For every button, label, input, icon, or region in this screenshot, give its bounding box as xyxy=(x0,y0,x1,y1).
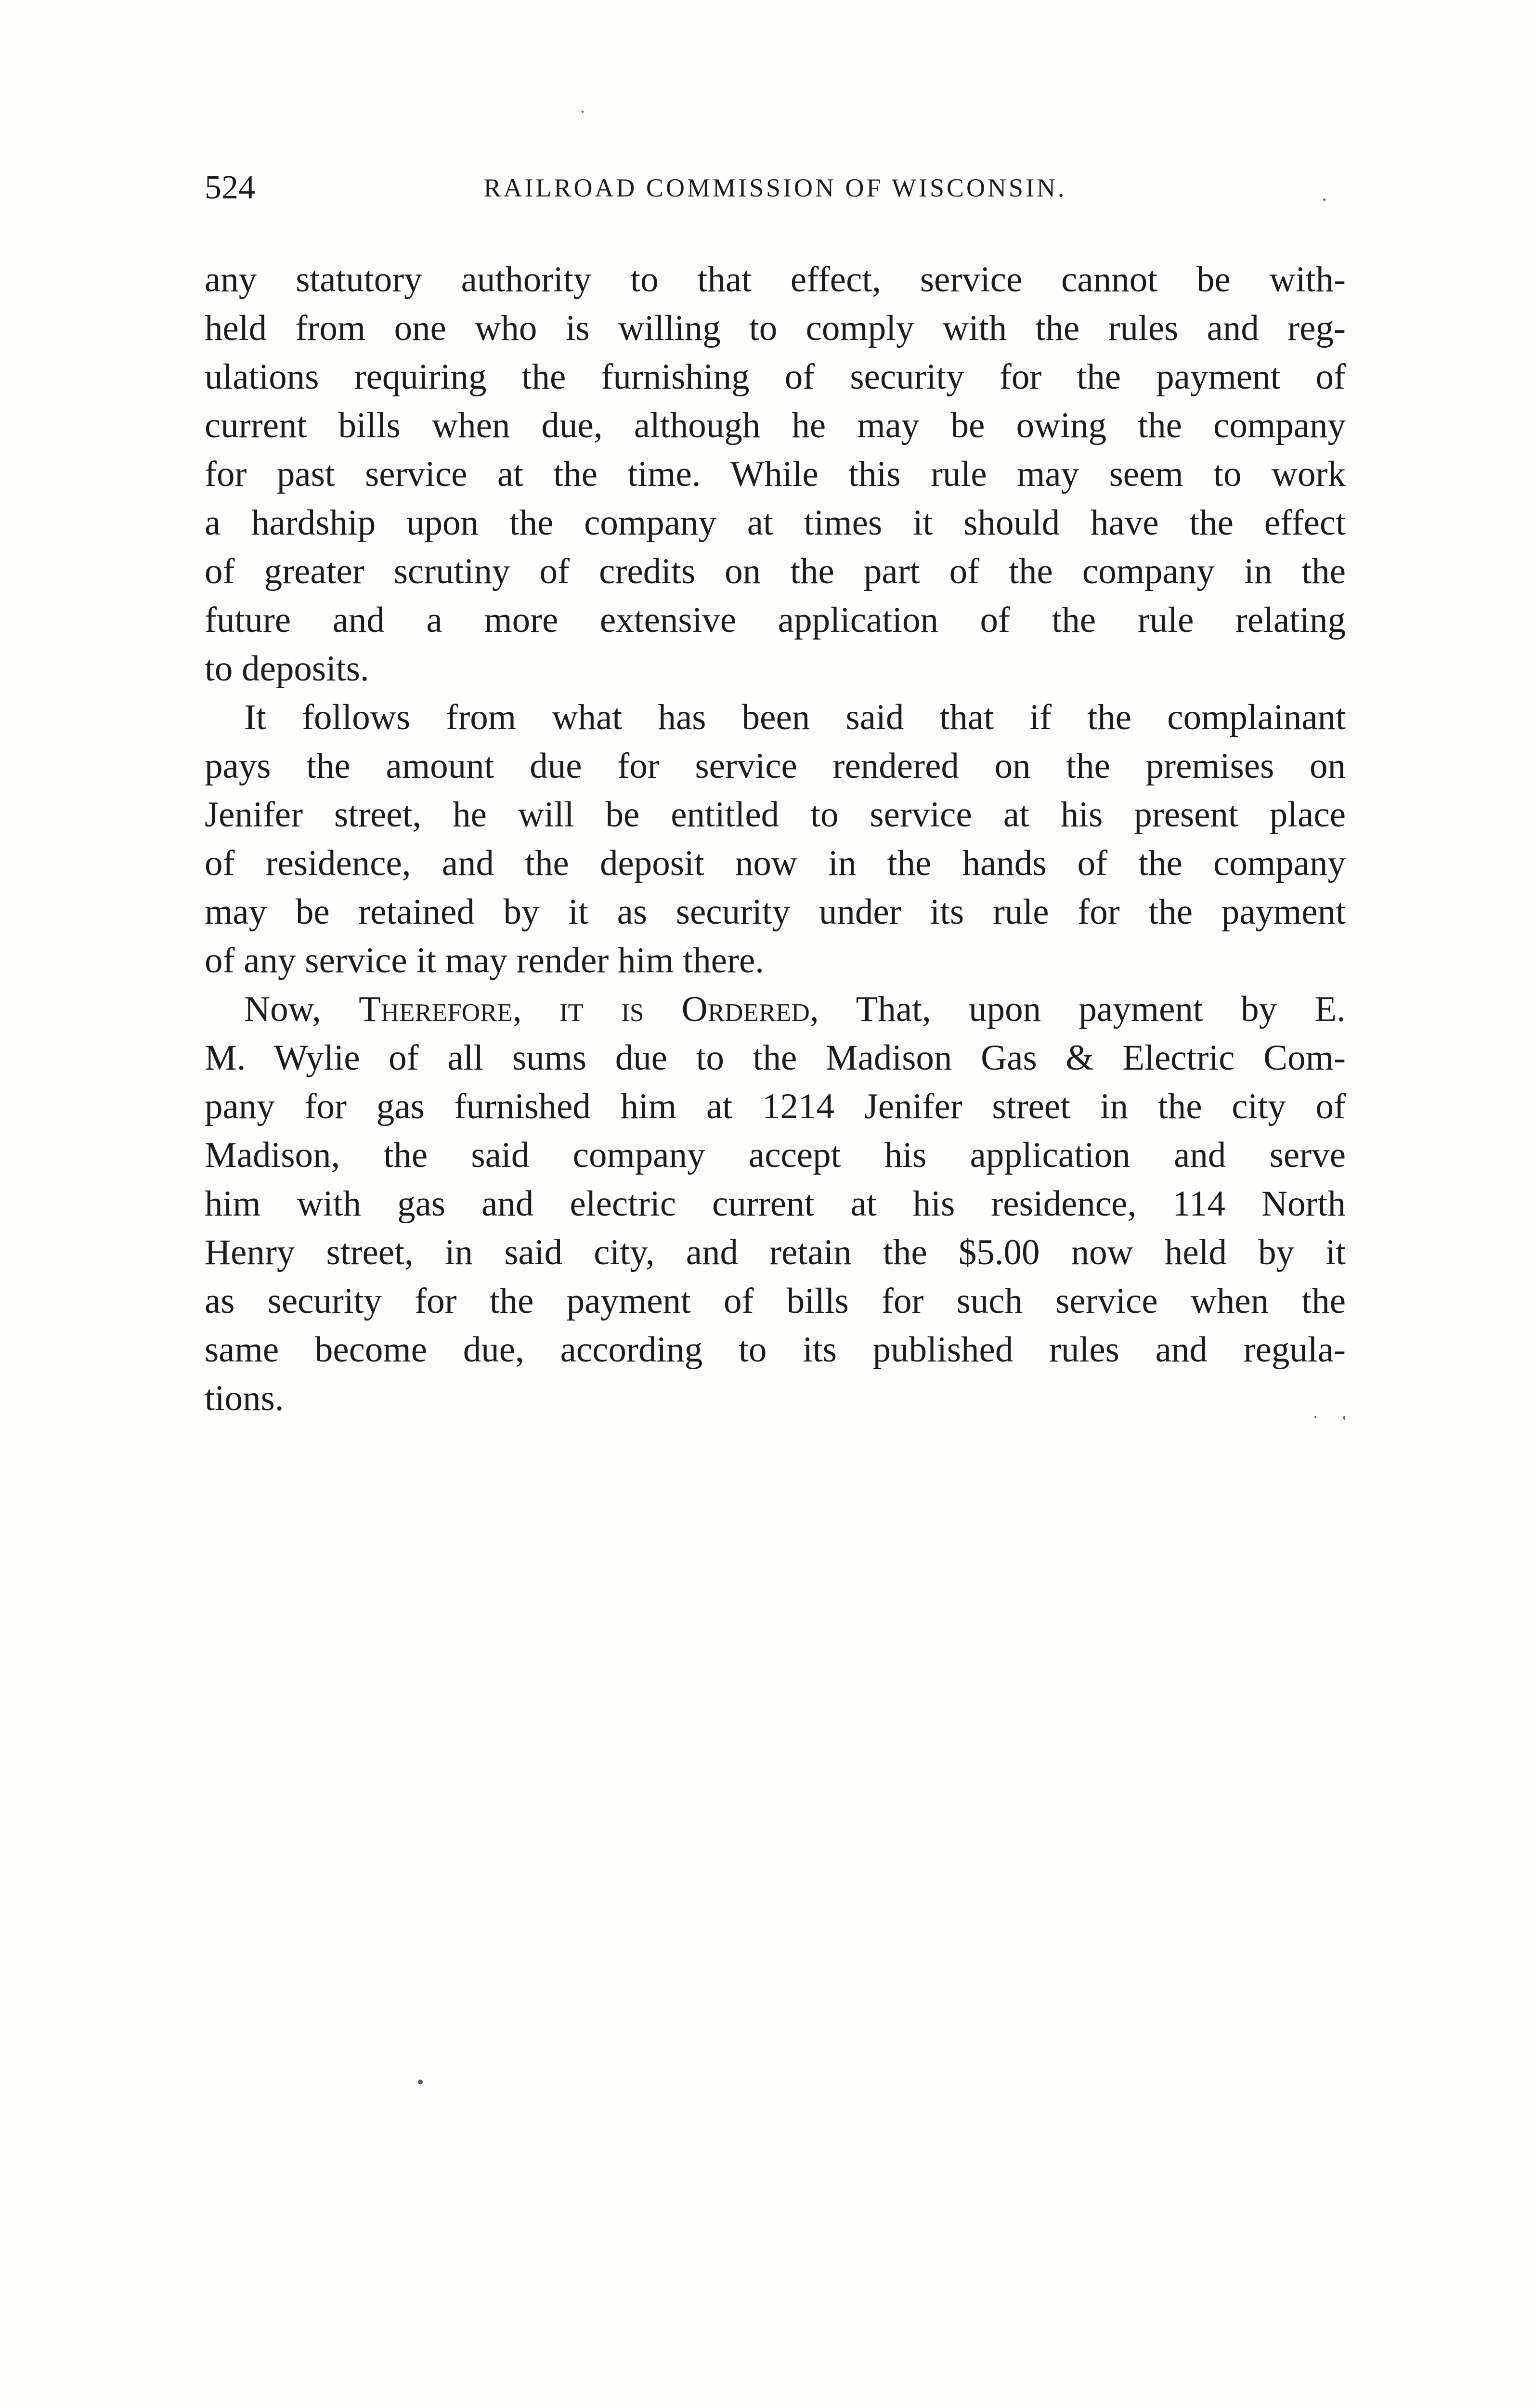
page-header xyxy=(205,166,1346,209)
text-line: M. Wylie of all sums due to the Madison Gas & Electric Com- xyxy=(205,1038,1346,1078)
text-line: a hardship upon the company at times it should have the effect xyxy=(205,503,1346,543)
text-line: It follows from what has been said that if the complainant xyxy=(244,697,1346,737)
order-therefore: Therefore, it is Ordered, xyxy=(359,989,819,1029)
text-line: any statutory authority to that effect, service cannot be with- xyxy=(205,260,1346,300)
text-line: ulations requiring the furnishing of security for the payment of xyxy=(205,357,1346,397)
text-line: Madison, the said company accept his application and serve xyxy=(205,1135,1346,1175)
text-line: of any service it may render him there. xyxy=(205,941,765,981)
paragraph-1 xyxy=(205,255,1346,693)
text-line: to deposits. xyxy=(205,649,369,689)
body-text xyxy=(205,255,1346,1423)
text-line: of greater scrutiny of credits on the part of the company in the xyxy=(205,551,1346,591)
text-line: for past service at the time. While this rule may seem to work xyxy=(205,454,1346,494)
scan-speck xyxy=(418,2080,423,2084)
text-line: him with gas and electric current at his residence, 114 North xyxy=(205,1184,1346,1224)
text-line: Henry street, in said city, and retain the $5.00 now held by it xyxy=(205,1232,1346,1272)
text-line: may be retained by it as security under its rule for the payment xyxy=(205,892,1346,932)
text-line: as security for the payment of bills for such service when the xyxy=(205,1281,1346,1321)
order-line xyxy=(205,985,1346,1034)
text-line: Jenifer street, he will be entitled to service at his present place xyxy=(205,795,1346,835)
running-head: RAILROAD COMMISSION OF WISCONSIN. xyxy=(483,173,1067,202)
text-line: pays the amount due for service rendered on the premises on xyxy=(205,746,1346,786)
paragraph-2 xyxy=(205,693,1346,985)
text-line: of residence, and the deposit now in the hands of the company xyxy=(205,843,1346,883)
paragraph-3 xyxy=(205,985,1346,1423)
scan-speck xyxy=(1314,1416,1316,1418)
scan-speck xyxy=(1343,1416,1345,1420)
order-rest: That, upon payment by E. xyxy=(818,989,1346,1029)
text-line: same become due, according to its published rules and regula- xyxy=(205,1330,1346,1370)
order-now: Now, xyxy=(244,989,359,1029)
text-line: future and a more extensive application of the rule relating xyxy=(205,600,1346,640)
text-line: tions. xyxy=(205,1378,284,1418)
text-line: pany for gas furnished him at 1214 Jenifer street in the city of xyxy=(205,1086,1346,1126)
text-line: held from one who is willing to comply with the rules and reg- xyxy=(205,308,1346,348)
text-line: current bills when due, although he may be owing the company xyxy=(205,406,1346,445)
scan-speck xyxy=(1323,198,1325,201)
page-number: 524 xyxy=(205,169,255,206)
scan-speck xyxy=(582,111,584,113)
